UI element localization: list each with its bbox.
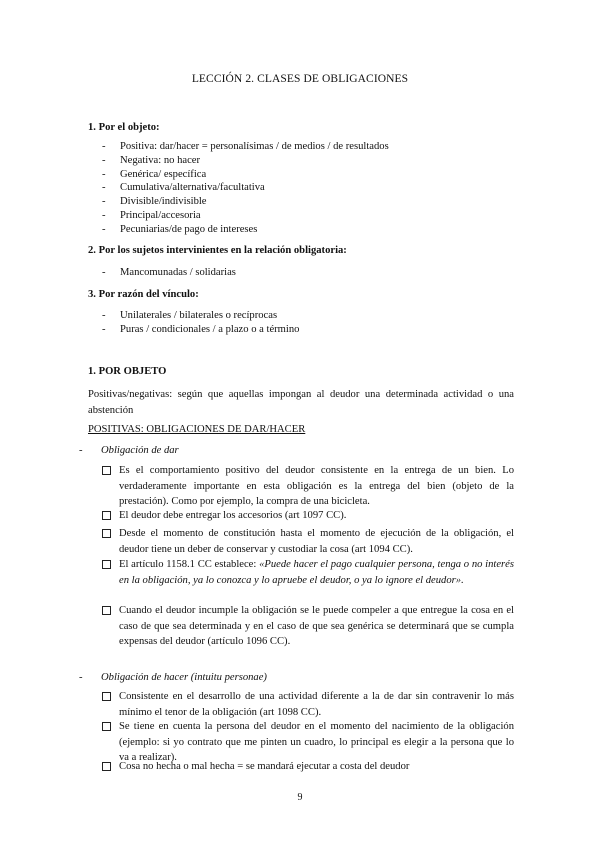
bullet-item: Desde el momento de constitución hasta el momento de ejecución de la obligación, el deudor tiene un deber de conservar y custodiar la cosa (art 1094 CC). — [102, 526, 514, 557]
list-item: - Mancomunadas / solidarias — [102, 267, 236, 278]
bullet-item: Cuando el deudor incumple la obligación se le puede compeler a que entregue la cosa en el caso de que sea determinada y en el caso de que sea genérica se determinará que se cumpla expensas del deudor (artículo 1096 CC). — [102, 603, 514, 650]
list-item: - Genérica/ específica — [102, 168, 207, 180]
por-objeto-heading: 1. POR OBJETO — [88, 366, 167, 377]
obligacion-hacer-heading: - Obligación de hacer (intuitu personae) — [79, 672, 267, 683]
bullet-item: Se tiene en cuenta la persona del deudor en el momento del nacimiento de la obligación (ejemplo: si yo contrato que me pinten un cuadro, lo principal es elegir a la persona que lo va a realizar). — [102, 719, 514, 766]
bullet-item: El deudor debe entregar los accesorios (art 1097 CC). — [102, 508, 514, 524]
checkbox-bullet-icon — [102, 560, 111, 569]
checkbox-bullet-icon — [102, 529, 111, 538]
positivas-heading: POSITIVAS: OBLIGACIONES DE DAR/HACER — [88, 424, 306, 435]
bullet-item: Cosa no hecha o mal hecha = se mandará ejecutar a costa del deudor — [102, 759, 514, 775]
page-number: 9 — [297, 792, 303, 803]
checkbox-bullet-icon — [102, 606, 111, 615]
bullet-item: Consistente en el desarrollo de una actividad diferente a la de dar sin contravenir lo más mínimo el tenor de la obligación (art 1098 CC). — [102, 689, 514, 720]
list-item: - Principal/accesoria — [102, 209, 201, 221]
obligacion-dar-heading: - Obligación de dar — [79, 445, 179, 456]
bullet-item: El artículo 1158.1 CC establece: «Puede hacer el pago cualquier persona, tenga o no interés en la obligación, ya lo conozca y lo apruebe el deudor, o ya lo ignore el deudor». — [102, 557, 514, 588]
intro-paragraph: Positivas/negativas: según que aquellas impongan al deudor una determinada actividad o una abstención — [88, 389, 514, 416]
list-item: - Negativa: no hacer — [102, 154, 201, 166]
list-item: - Unilaterales / bilaterales o recíprocas — [102, 310, 278, 321]
bullet-item: Es el comportamiento positivo del deudor consistente en la entrega de un bien. Lo verdaderamente importante en esta obligación es la entrega del bien (objeto de la prestación). Como por ejemplo, la compra de una bicicleta. — [102, 463, 514, 510]
list-item: - Divisible/indivisible — [102, 196, 207, 208]
checkbox-bullet-icon — [102, 511, 111, 520]
objeto-list — [102, 139, 389, 236]
section-heading-objeto: 1. Por el objeto: — [88, 122, 160, 133]
list-item: - Puras / condicionales / a plazo o a término — [102, 323, 300, 335]
list-item: - Pecuniarias/de pago de intereses — [102, 223, 258, 235]
checkbox-bullet-icon — [102, 722, 111, 731]
sujetos-list — [102, 265, 236, 279]
checkbox-bullet-icon — [102, 692, 111, 701]
list-item: - Cumulativa/alternativa/facultativa — [102, 182, 265, 194]
checkbox-bullet-icon — [102, 466, 111, 475]
section-heading-vinculo: 3. Por razón del vínculo: — [88, 289, 199, 300]
page-title: LECCIÓN 2. CLASES DE OBLIGACIONES — [191, 73, 409, 85]
checkbox-bullet-icon — [102, 762, 111, 771]
section-heading-sujetos: 2. Por los sujetos intervinientes en la relación obligatoria: — [88, 245, 347, 256]
list-item: - Positiva: dar/hacer = personalísimas / de medios / de resultados — [102, 141, 389, 152]
vinculo-list — [102, 308, 299, 336]
